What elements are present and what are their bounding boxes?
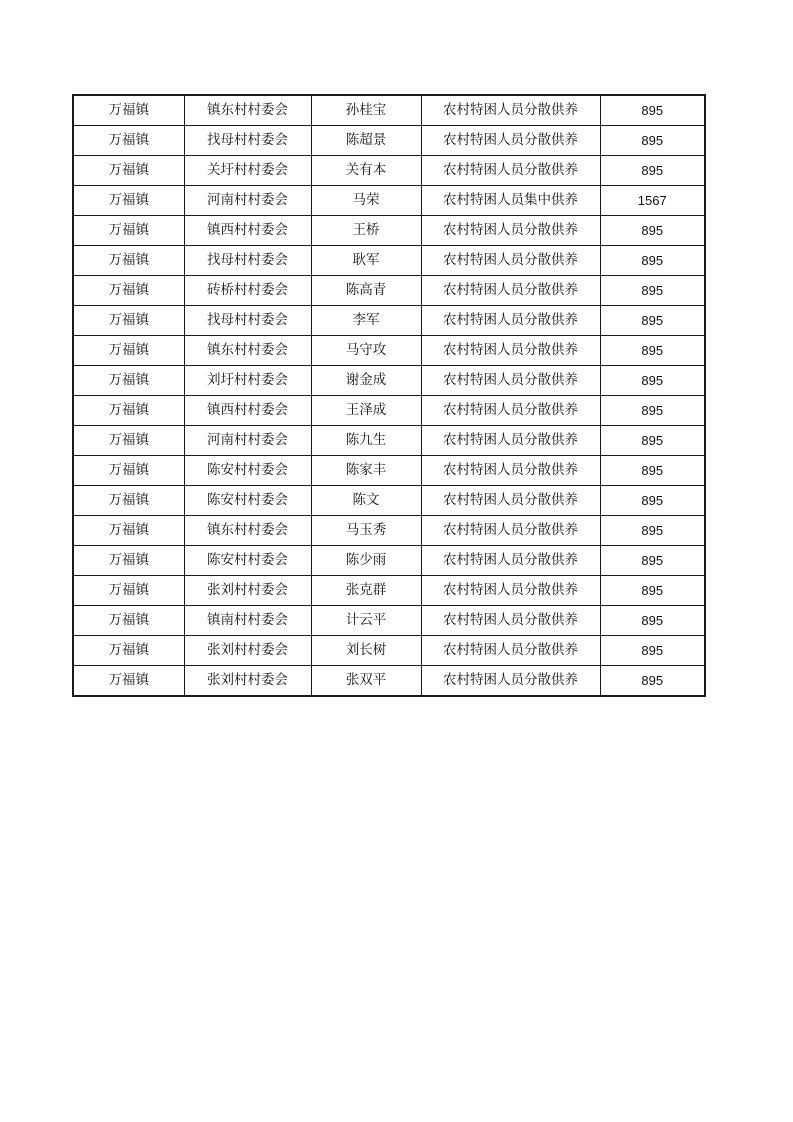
support-type-cell: 农村特困人员分散供养 — [421, 456, 600, 486]
recipient-name-cell: 谢金成 — [311, 366, 421, 396]
support-type-cell: 农村特困人员分散供养 — [421, 636, 600, 666]
table-row — [73, 246, 705, 276]
town-cell: 万福镇 — [73, 636, 184, 666]
recipient-name-cell: 孙桂宝 — [311, 95, 421, 126]
village-committee-cell: 刘圩村村委会 — [184, 366, 311, 396]
recipient-name-cell: 陈九生 — [311, 426, 421, 456]
amount-cell: 895 — [600, 396, 705, 426]
village-committee-cell: 河南村村委会 — [184, 426, 311, 456]
support-type-cell: 农村特困人员分散供养 — [421, 216, 600, 246]
table-row — [73, 336, 705, 366]
amount-cell: 895 — [600, 426, 705, 456]
amount-cell: 895 — [600, 366, 705, 396]
town-cell: 万福镇 — [73, 516, 184, 546]
table-row — [73, 366, 705, 396]
support-type-cell: 农村特困人员分散供养 — [421, 246, 600, 276]
amount-cell: 1567 — [600, 186, 705, 216]
amount-cell: 895 — [600, 95, 705, 126]
recipient-name-cell: 陈家丰 — [311, 456, 421, 486]
town-cell: 万福镇 — [73, 426, 184, 456]
amount-cell: 895 — [600, 546, 705, 576]
town-cell: 万福镇 — [73, 576, 184, 606]
town-cell: 万福镇 — [73, 216, 184, 246]
village-committee-cell: 镇东村村委会 — [184, 336, 311, 366]
amount-cell: 895 — [600, 636, 705, 666]
relief-recipients-table — [72, 94, 706, 697]
recipient-name-cell: 马守攻 — [311, 336, 421, 366]
town-cell: 万福镇 — [73, 306, 184, 336]
support-type-cell: 农村特困人员分散供养 — [421, 576, 600, 606]
table-row — [73, 516, 705, 546]
support-type-cell: 农村特困人员分散供养 — [421, 306, 600, 336]
support-type-cell: 农村特困人员分散供养 — [421, 336, 600, 366]
support-type-cell: 农村特困人员分散供养 — [421, 156, 600, 186]
recipient-name-cell: 陈高青 — [311, 276, 421, 306]
amount-cell: 895 — [600, 666, 705, 697]
table-row — [73, 276, 705, 306]
amount-cell: 895 — [600, 606, 705, 636]
amount-cell: 895 — [600, 156, 705, 186]
village-committee-cell: 陈安村村委会 — [184, 456, 311, 486]
table-row — [73, 396, 705, 426]
recipient-name-cell: 陈超景 — [311, 126, 421, 156]
table-body — [73, 95, 705, 696]
table-row — [73, 426, 705, 456]
support-type-cell: 农村特困人员分散供养 — [421, 606, 600, 636]
amount-cell: 895 — [600, 456, 705, 486]
table-row — [73, 156, 705, 186]
recipient-name-cell: 张双平 — [311, 666, 421, 697]
amount-cell: 895 — [600, 216, 705, 246]
amount-cell: 895 — [600, 336, 705, 366]
table-row — [73, 306, 705, 336]
support-type-cell: 农村特困人员分散供养 — [421, 126, 600, 156]
village-committee-cell: 张刘村村委会 — [184, 666, 311, 697]
town-cell: 万福镇 — [73, 546, 184, 576]
village-committee-cell: 找母村村委会 — [184, 126, 311, 156]
support-type-cell: 农村特困人员分散供养 — [421, 516, 600, 546]
table-row — [73, 666, 705, 697]
village-committee-cell: 镇西村村委会 — [184, 396, 311, 426]
village-committee-cell: 找母村村委会 — [184, 246, 311, 276]
town-cell: 万福镇 — [73, 606, 184, 636]
town-cell: 万福镇 — [73, 336, 184, 366]
village-committee-cell: 镇西村村委会 — [184, 216, 311, 246]
amount-cell: 895 — [600, 516, 705, 546]
village-committee-cell: 镇东村村委会 — [184, 516, 311, 546]
village-committee-cell: 陈安村村委会 — [184, 486, 311, 516]
village-committee-cell: 张刘村村委会 — [184, 636, 311, 666]
recipient-name-cell: 马玉秀 — [311, 516, 421, 546]
recipient-name-cell: 陈文 — [311, 486, 421, 516]
support-type-cell: 农村特困人员分散供养 — [421, 426, 600, 456]
support-type-cell: 农村特困人员分散供养 — [421, 276, 600, 306]
recipient-name-cell: 王桥 — [311, 216, 421, 246]
table-row — [73, 606, 705, 636]
table-row — [73, 576, 705, 606]
amount-cell: 895 — [600, 306, 705, 336]
recipient-name-cell: 马荣 — [311, 186, 421, 216]
amount-cell: 895 — [600, 276, 705, 306]
village-committee-cell: 镇东村村委会 — [184, 95, 311, 126]
town-cell: 万福镇 — [73, 246, 184, 276]
support-type-cell: 农村特困人员分散供养 — [421, 666, 600, 697]
town-cell: 万福镇 — [73, 276, 184, 306]
support-type-cell: 农村特困人员分散供养 — [421, 546, 600, 576]
table-row — [73, 95, 705, 126]
table-row — [73, 216, 705, 246]
amount-cell: 895 — [600, 246, 705, 276]
support-type-cell: 农村特困人员集中供养 — [421, 186, 600, 216]
village-committee-cell: 关圩村村委会 — [184, 156, 311, 186]
recipient-name-cell: 王泽成 — [311, 396, 421, 426]
village-committee-cell: 张刘村村委会 — [184, 576, 311, 606]
table-row — [73, 636, 705, 666]
recipient-name-cell: 张克群 — [311, 576, 421, 606]
recipient-name-cell: 刘长树 — [311, 636, 421, 666]
town-cell: 万福镇 — [73, 126, 184, 156]
support-type-cell: 农村特困人员分散供养 — [421, 366, 600, 396]
recipient-name-cell: 耿军 — [311, 246, 421, 276]
village-committee-cell: 河南村村委会 — [184, 186, 311, 216]
town-cell: 万福镇 — [73, 666, 184, 697]
table-row — [73, 486, 705, 516]
support-type-cell: 农村特困人员分散供养 — [421, 396, 600, 426]
town-cell: 万福镇 — [73, 456, 184, 486]
support-type-cell: 农村特困人员分散供养 — [421, 486, 600, 516]
amount-cell: 895 — [600, 126, 705, 156]
village-committee-cell: 找母村村委会 — [184, 306, 311, 336]
table-row — [73, 546, 705, 576]
town-cell: 万福镇 — [73, 156, 184, 186]
support-type-cell: 农村特困人员分散供养 — [421, 95, 600, 126]
town-cell: 万福镇 — [73, 95, 184, 126]
village-committee-cell: 镇南村村委会 — [184, 606, 311, 636]
town-cell: 万福镇 — [73, 366, 184, 396]
town-cell: 万福镇 — [73, 486, 184, 516]
town-cell: 万福镇 — [73, 186, 184, 216]
recipient-name-cell: 关有本 — [311, 156, 421, 186]
village-committee-cell: 陈安村村委会 — [184, 546, 311, 576]
amount-cell: 895 — [600, 576, 705, 606]
amount-cell: 895 — [600, 486, 705, 516]
table-row — [73, 456, 705, 486]
table-row — [73, 186, 705, 216]
village-committee-cell: 砖桥村村委会 — [184, 276, 311, 306]
recipient-name-cell: 计云平 — [311, 606, 421, 636]
recipient-name-cell: 李军 — [311, 306, 421, 336]
town-cell: 万福镇 — [73, 396, 184, 426]
table-row — [73, 126, 705, 156]
recipient-name-cell: 陈少雨 — [311, 546, 421, 576]
